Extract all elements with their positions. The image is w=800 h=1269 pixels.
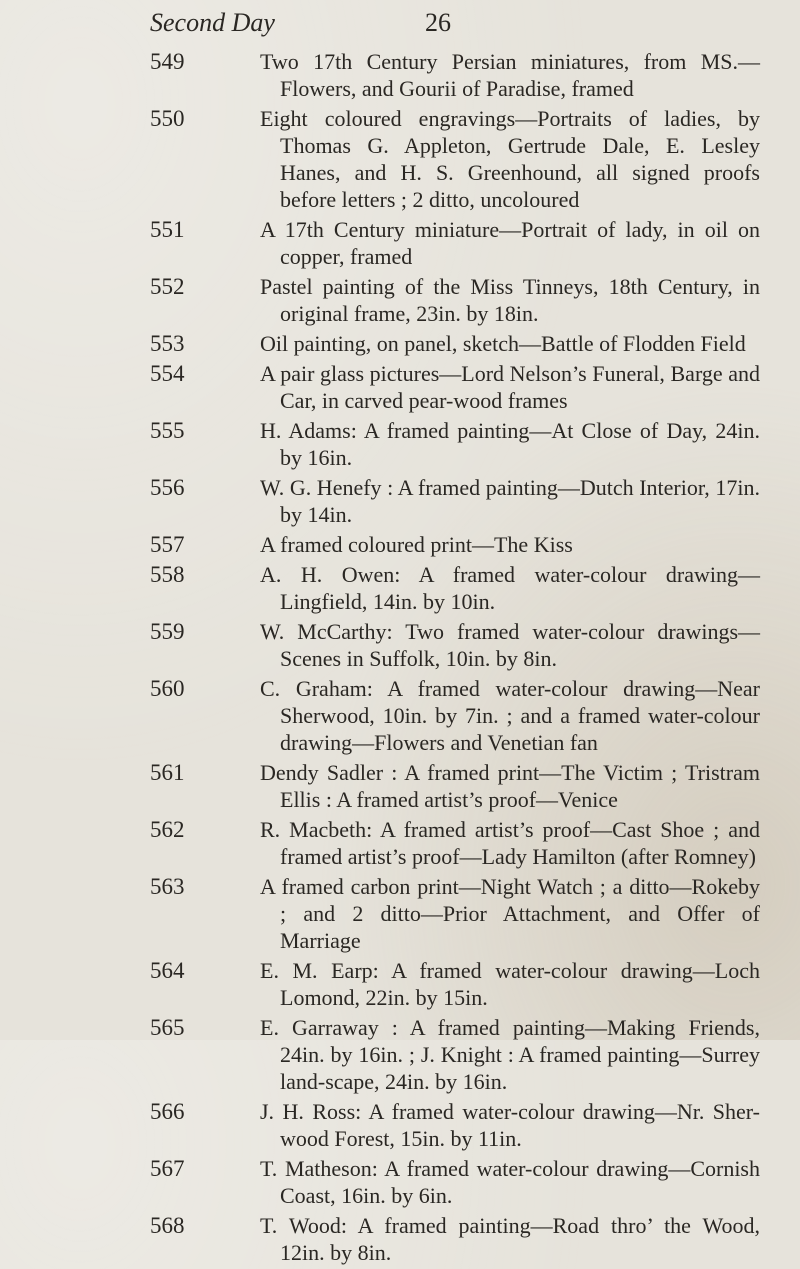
- lot-563: [0, 873, 800, 954]
- page-header: [0, 6, 800, 46]
- lot-description: T. Matheson: A framed water-colour drawing—Cornish Coast, 16in. by 6in.: [260, 1156, 760, 1208]
- lot-number: 564: [150, 958, 185, 983]
- lot-number: 566: [150, 1099, 185, 1124]
- lot-number: 559: [150, 619, 185, 644]
- lot-568: [0, 1212, 800, 1266]
- day-title: Second Day: [150, 8, 275, 37]
- lot-description: J. H. Ross: A framed water-colour drawing—Nr. Sher-wood Forest, 15in. by 11in.: [260, 1099, 760, 1151]
- lot-description: T. Wood: A framed painting—Road thro’ the Wood, 12in. by 8in.: [260, 1213, 760, 1265]
- lot-number: 568: [150, 1213, 185, 1238]
- lot-556: [0, 474, 800, 528]
- lot-number: 551: [150, 217, 185, 242]
- lot-description: H. Adams: A framed painting—At Close of Day, 24in. by 16in.: [260, 418, 760, 470]
- lot-557: [0, 531, 800, 558]
- lot-number: 560: [150, 676, 185, 701]
- lot-description: A framed carbon print—Night Watch ; a ditto—Rokeby ; and 2 ditto—Prior Attachment, and Offer of Marriage: [260, 874, 760, 953]
- lot-551: [0, 216, 800, 270]
- lot-description: W. McCarthy: Two framed water-colour drawings—Scenes in Suffolk, 10in. by 8in.: [260, 619, 760, 671]
- lot-description: Two 17th Century Persian miniatures, from MS.—Flowers, and Gourii of Paradise, framed: [260, 49, 760, 101]
- lot-558: [0, 561, 800, 615]
- lot-description: E. Garraway : A framed painting—Making Friends, 24in. by 16in. ; J. Knight : A framed painting—Surrey land-scape, 24in. by 16in.: [260, 1015, 760, 1094]
- lot-550: [0, 105, 800, 213]
- lot-number: 550: [150, 106, 185, 131]
- lot-number: 558: [150, 562, 185, 587]
- lot-number: 556: [150, 475, 185, 500]
- lot-552: [0, 273, 800, 327]
- lot-567: [0, 1155, 800, 1209]
- lot-number: 555: [150, 418, 185, 443]
- lot-description: A pair glass pictures—Lord Nelson’s Funeral, Barge and Car, in carved pear-wood frames: [260, 361, 760, 413]
- lot-555: [0, 417, 800, 471]
- lot-554: [0, 360, 800, 414]
- lot-553: [0, 330, 800, 357]
- lot-description: W. G. Henefy : A framed painting—Dutch Interior, 17in. by 14in.: [260, 475, 760, 527]
- lot-number: 552: [150, 274, 185, 299]
- page-number: 26: [425, 8, 451, 37]
- lot-description: A. H. Owen: A framed water-colour drawing—Lingfield, 14in. by 10in.: [260, 562, 760, 614]
- lot-number: 557: [150, 532, 185, 557]
- lot-559: [0, 618, 800, 672]
- lot-description: E. M. Earp: A framed water-colour drawing—Loch Lomond, 22in. by 15in.: [260, 958, 760, 1010]
- lot-number: 561: [150, 760, 185, 785]
- lot-561: [0, 759, 800, 813]
- lot-562: [0, 816, 800, 870]
- lot-description: Oil painting, on panel, sketch—Battle of Flodden Field: [260, 331, 746, 356]
- lot-number: 553: [150, 331, 185, 356]
- lot-description: Dendy Sadler : A framed print—The Victim ; Tristram Ellis : A framed artist’s proof—Venice: [260, 760, 760, 812]
- lot-description: R. Macbeth: A framed artist’s proof—Cast Shoe ; and framed artist’s proof—Lady Hamilton (after Romney): [260, 817, 760, 869]
- lot-description: A 17th Century miniature—Portrait of lady, in oil on copper, framed: [260, 217, 760, 269]
- lot-description: A framed coloured print—The Kiss: [260, 532, 573, 557]
- lot-list: [0, 48, 800, 1269]
- lot-number: 549: [150, 49, 185, 74]
- lot-566: [0, 1098, 800, 1152]
- lot-number: 567: [150, 1156, 185, 1181]
- lot-564: [0, 957, 800, 1011]
- lot-565: [0, 1014, 800, 1095]
- lot-number: 565: [150, 1015, 185, 1040]
- lot-description: C. Graham: A framed water-colour drawing—Near Sherwood, 10in. by 7in. ; and a framed water-colour drawing—Flowers and Venetian fan: [260, 676, 760, 755]
- lot-number: 554: [150, 361, 185, 386]
- lot-number: 563: [150, 874, 185, 899]
- lot-number: 562: [150, 817, 185, 842]
- lot-description: Pastel painting of the Miss Tinneys, 18th Century, in original frame, 23in. by 18in.: [260, 274, 760, 326]
- lot-description: Eight coloured engravings—Portraits of ladies, by Thomas G. Appleton, Gertrude Dale, E. Lesley Hanes, and H. S. Greenhound, all signed proofs before letters ; 2 ditto, uncoloured: [260, 106, 760, 212]
- lot-560: [0, 675, 800, 756]
- lot-549: [0, 48, 800, 102]
